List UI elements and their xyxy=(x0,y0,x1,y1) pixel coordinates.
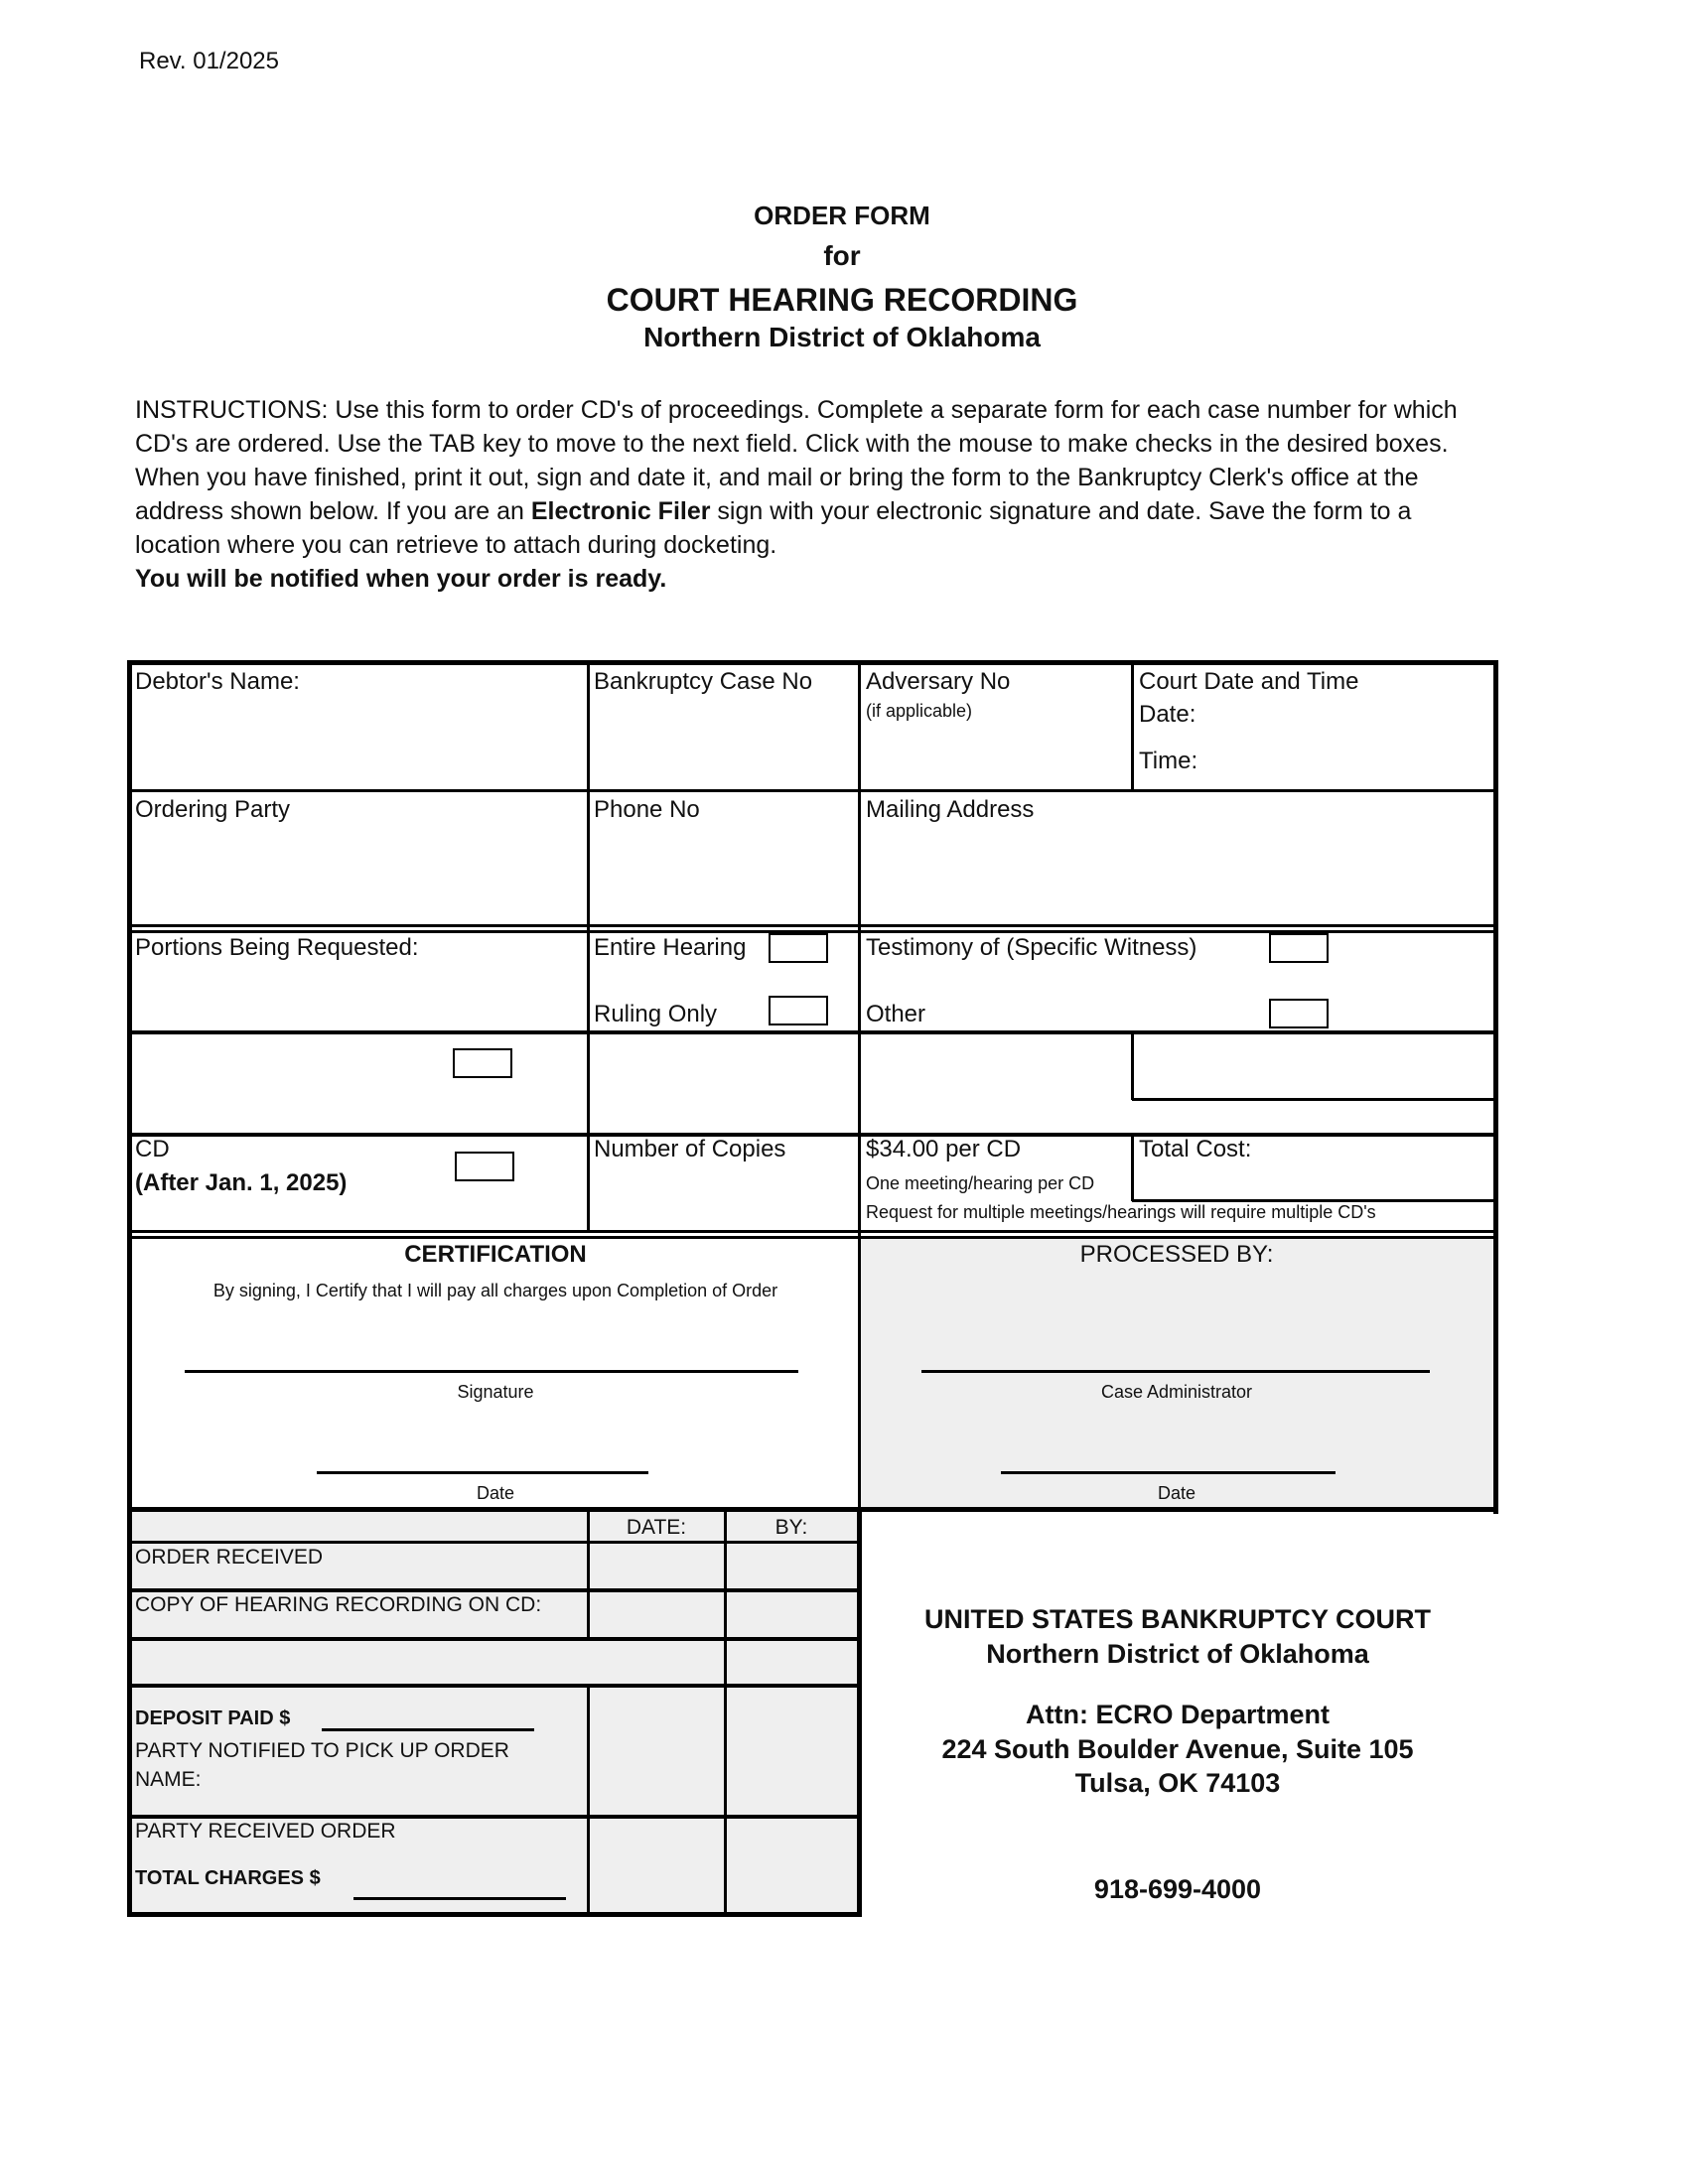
testimony-checkbox[interactable] xyxy=(1269,933,1329,963)
street: 224 South Boulder Avenue, Suite 105 xyxy=(941,1734,1414,1764)
divider xyxy=(587,1685,590,1914)
divider xyxy=(1131,1032,1134,1100)
number-of-copies-field[interactable]: Number of Copies xyxy=(594,1136,786,1162)
order-received-label: ORDER RECEIVED xyxy=(135,1546,324,1569)
date-line[interactable] xyxy=(317,1471,648,1474)
processed-date-label: Date xyxy=(1157,1483,1196,1503)
divider xyxy=(127,660,132,1916)
instructions-text: INSTRUCTIONS: Use this form to order CD's of proceedings. Complete a separate form for each case number for which CD's are ordered. Use the TAB key to move to the next field. Click with the mouse to make checks in the desired boxes. When you have finished, print it out, sign and date it, and mail or bring the form to the Bankruptcy Clerk's office at the address shown below. If you are an xyxy=(135,396,1458,525)
multi-note: Request for multiple meetings/hearings will require multiple CD's xyxy=(866,1202,1376,1222)
divider xyxy=(857,1507,862,1916)
divider xyxy=(1131,1135,1134,1201)
certification-title: CERTIFICATION xyxy=(404,1241,587,1268)
cd-checkbox[interactable] xyxy=(455,1152,514,1181)
instructions-text-2: sign with your electronic signature and date. Save the form to a location where you can retrieve to attach during docketing. xyxy=(135,497,1412,559)
ruling-only-label: Ruling Only xyxy=(594,1001,718,1027)
name-label: NAME: xyxy=(135,1768,202,1791)
entire-hearing-checkbox[interactable] xyxy=(769,933,828,963)
processed-area xyxy=(859,1238,1494,1509)
divider xyxy=(127,1133,1495,1137)
total-charges-label: TOTAL CHARGES $ xyxy=(135,1867,321,1889)
city: Tulsa, OK 74103 xyxy=(1074,1768,1281,1798)
signature-label: Signature xyxy=(457,1382,534,1402)
debtor-name-label[interactable]: Debtor's Name: xyxy=(135,668,300,695)
court-name: UNITED STATES BANKRUPTCY COURT xyxy=(923,1604,1432,1634)
case-admin-label: Case Administrator xyxy=(1100,1382,1253,1402)
divider xyxy=(127,1541,859,1544)
divider xyxy=(127,1236,1495,1239)
case-admin-line xyxy=(921,1370,1430,1373)
blank-checkbox[interactable] xyxy=(453,1048,512,1078)
other-checkbox[interactable] xyxy=(1269,999,1329,1028)
adversary-no-label[interactable]: Adversary No xyxy=(866,668,1011,695)
court-date-time-label: Court Date and Time xyxy=(1139,668,1359,695)
if-applicable-note: (if applicable) xyxy=(866,701,973,721)
cd-after-label: (After Jan. 1, 2025) xyxy=(135,1169,348,1196)
page-title: COURT HEARING RECORDING xyxy=(606,282,1078,318)
divider xyxy=(127,1815,859,1819)
processed-date-line xyxy=(1001,1471,1336,1474)
electronic-filer: Electronic Filer xyxy=(530,497,711,525)
deposit-paid-label: DEPOSIT PAID $ xyxy=(135,1707,291,1729)
party-notified-label: PARTY NOTIFIED TO PICK UP ORDER xyxy=(135,1739,509,1762)
other-label: Other xyxy=(866,1001,926,1027)
divider xyxy=(127,1912,862,1917)
attn: Attn: ECRO Department xyxy=(1025,1700,1331,1729)
ordering-party-field[interactable]: Ordering Party xyxy=(135,796,291,823)
revision: Rev. 01/2025 xyxy=(139,48,279,74)
deposit-line xyxy=(322,1728,534,1731)
portions-label: Portions Being Requested: xyxy=(135,934,419,961)
instructions xyxy=(135,393,1485,596)
court-district: Northern District of Oklahoma xyxy=(986,1639,1369,1669)
time-field[interactable]: Time: xyxy=(1139,748,1198,774)
total-cost-field[interactable]: Total Cost: xyxy=(1139,1136,1252,1162)
divider xyxy=(1131,662,1134,790)
divider xyxy=(127,1637,859,1641)
phone-number: 918-699-4000 xyxy=(1093,1874,1262,1904)
divider xyxy=(1493,660,1498,1514)
form-for: for xyxy=(823,240,861,271)
certification-text: By signing, I Certify that I will pay all charges upon Completion of Order xyxy=(212,1281,778,1300)
divider xyxy=(587,1509,590,1638)
signature-line[interactable] xyxy=(185,1370,798,1373)
mailing-address-field[interactable]: Mailing Address xyxy=(866,796,1035,823)
divider xyxy=(127,1030,1495,1034)
divider xyxy=(1132,1098,1495,1101)
divider xyxy=(127,924,1495,927)
party-received-label: PARTY RECEIVED ORDER xyxy=(135,1820,396,1843)
testimony-label: Testimony of (Specific Witness) xyxy=(866,934,1197,961)
form-label: ORDER FORM xyxy=(754,201,930,230)
by-column-header: BY: xyxy=(774,1516,808,1539)
divider xyxy=(127,660,1498,665)
divider xyxy=(724,1509,727,1914)
divider xyxy=(127,1588,859,1592)
date-label: Date xyxy=(476,1483,515,1503)
notice: You will be notified when your order is ready. xyxy=(135,565,667,593)
date-field[interactable]: Date: xyxy=(1139,701,1196,728)
divider xyxy=(127,1507,1498,1512)
date-column-header: DATE: xyxy=(626,1516,687,1539)
cd-label: CD xyxy=(135,1136,170,1162)
divider xyxy=(127,1230,1495,1233)
processed-by-title: PROCESSED BY: xyxy=(1079,1241,1274,1268)
price-note: One meeting/hearing per CD xyxy=(866,1173,1095,1193)
divider xyxy=(127,789,1495,792)
divider xyxy=(858,662,861,1511)
copy-cd-label: COPY OF HEARING RECORDING ON CD: xyxy=(135,1593,542,1616)
entire-hearing-label: Entire Hearing xyxy=(594,934,747,961)
case-no-label[interactable]: Bankruptcy Case No xyxy=(594,668,813,695)
district-subtitle: Northern District of Oklahoma xyxy=(643,322,1041,352)
phone-field[interactable]: Phone No xyxy=(594,796,700,823)
total-charges-line xyxy=(353,1897,566,1900)
ruling-only-checkbox[interactable] xyxy=(769,996,828,1025)
price-label: $34.00 per CD xyxy=(866,1136,1022,1162)
divider xyxy=(587,662,590,1233)
divider xyxy=(127,1684,859,1688)
